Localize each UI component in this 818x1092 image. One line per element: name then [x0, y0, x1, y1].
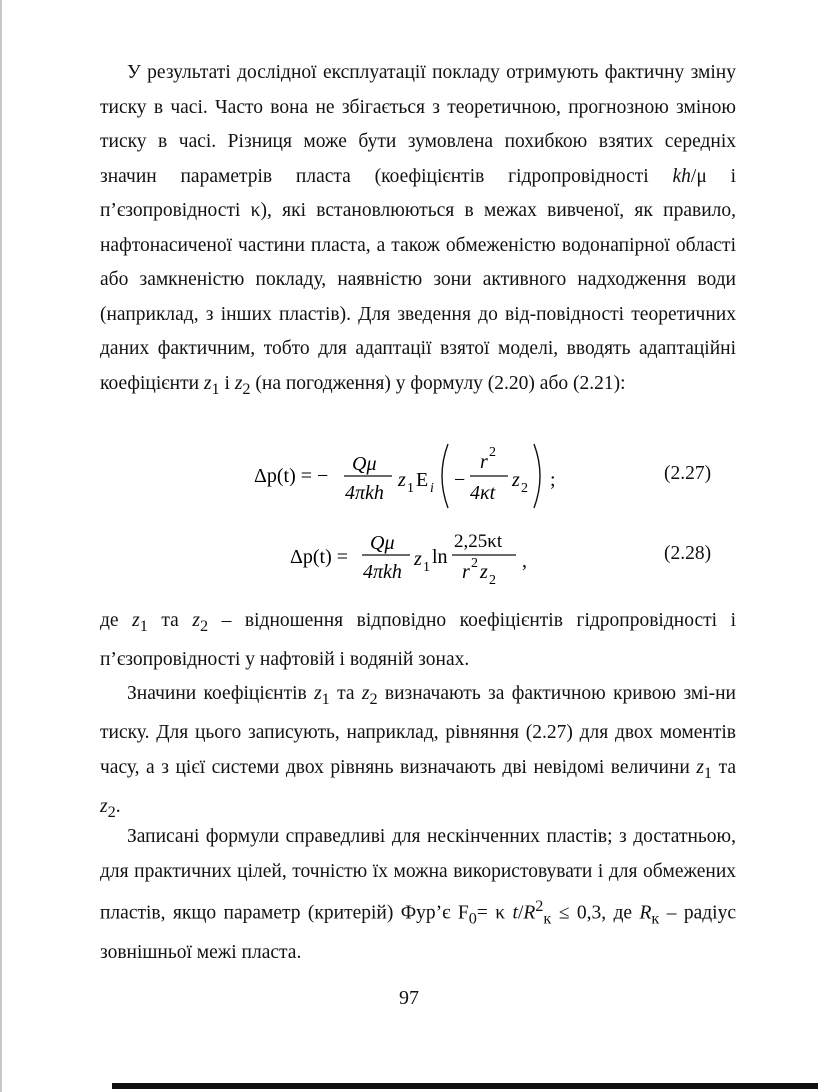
eq2-number: (2.28): [664, 543, 712, 564]
eq1-number: (2.27): [664, 463, 712, 484]
symbol-z2: z: [192, 610, 200, 631]
eq2-frac-den-sub: 2: [489, 573, 496, 588]
formula-2-27-svg: [250, 436, 590, 516]
text-run: і: [219, 372, 235, 394]
eq1-inner-z: z: [512, 469, 520, 491]
symbol-z1: z: [203, 372, 212, 394]
eq1-right-paren: [534, 444, 540, 508]
eq1-left-paren: [442, 444, 448, 508]
text-run: Значини коефіцієнтів: [127, 683, 315, 704]
subscript: к: [651, 909, 660, 928]
paragraph-intro: [100, 56, 736, 406]
eq1-num: Qμ: [352, 453, 377, 475]
eq2-den: 4πkh: [363, 561, 402, 583]
text-run: (на погодження) у формулу (2.20) або (2.21):: [250, 372, 626, 394]
subscript: 1: [321, 689, 330, 708]
eq1-inner-num-sup: 2: [489, 445, 496, 460]
eq2-z: z: [414, 548, 422, 570]
symbol-z1: z: [314, 683, 322, 704]
eq1-inner-num: r: [480, 451, 488, 473]
paragraph-coefficients: [100, 677, 736, 830]
subscript: 2: [107, 803, 116, 822]
eq1-tail: ;: [550, 469, 556, 491]
text-run: /μ і п’єзопровідності κ), які встановлюються в межах вивченої, як правило, нафтонасиченої частини пласта, а також обмеженістю водонапірної області або замкненістю покладу, наявністю зони активного надходження води (наприклад, з інших пластів). Для зведення до від-повідності теоретичних даних фактичним, тобто для адаптації взятої моделі, вводять адаптаційні коефіцієнти: [100, 165, 736, 394]
symbol-kh: kh: [672, 165, 691, 187]
eq2-num: Qμ: [370, 532, 395, 554]
eq2-frac-num: 2,25κt: [454, 531, 503, 552]
text-run: та: [329, 683, 362, 704]
eq1-inner-den: 4κt: [470, 482, 496, 504]
eq2-lhs: Δp(t) =: [290, 546, 349, 568]
subscript: 2: [369, 689, 378, 708]
subscript: 1: [139, 616, 148, 635]
subscript: к: [543, 909, 552, 928]
text-run: .: [115, 796, 121, 818]
text-run: Записані формули справедливі для нескінченних пластів; з достатньою, для практичних цілей, точністю їх можна використовувати і для обмежених пластів, якщо параметр (критерій) Фур’є F: [100, 826, 736, 924]
symbol-r: R: [523, 902, 536, 924]
symbol-z2: z: [100, 796, 108, 818]
eq1-ei-sub: i: [430, 481, 434, 496]
text-run: та: [147, 610, 193, 631]
text-run: ≤ 0,3, де: [551, 902, 640, 924]
eq1-ei: E: [416, 469, 429, 491]
symbol-t: t: [512, 902, 518, 924]
subscript: 2: [199, 616, 209, 635]
text-run: – радіус зовнішньої межі пласта.: [100, 902, 737, 963]
symbol-z2: z: [361, 683, 370, 704]
eq1-inner-minus: −: [454, 469, 466, 491]
subscript: 1: [703, 763, 713, 782]
eq2-frac-den-z: z: [480, 561, 488, 583]
text-run: /: [517, 902, 524, 924]
eq1-z-sub: 1: [407, 481, 414, 496]
text-run: У результаті дослідної експлуатації покладу отримують фактичну зміну тиску в часі. Часто вона не збігається з теоретичною, прогнозною зміною тиску в часі. Різниця може бути зумовлена похибкою взятих середніх значин параметрів пласта (коефіцієнтів гідропровідності: [100, 62, 736, 187]
subscript: 2: [242, 379, 251, 398]
symbol-rk: R: [639, 902, 652, 924]
text-run: – відношення відповідно коефіцієнтів гідропровідності і п’єзопровідності у нафтовій і водяній зонах.: [100, 610, 736, 671]
symbol-z1: z: [132, 610, 140, 631]
eq2-frac-den-sup: 2: [471, 556, 478, 571]
eq1-inner-z-sub: 2: [521, 481, 528, 496]
eq1-den: 4πkh: [345, 482, 384, 504]
page-number: 97: [399, 987, 419, 1009]
symbol-z1: z: [696, 756, 704, 778]
eq2-tail: ,: [522, 550, 527, 572]
symbol-z2: z: [234, 372, 243, 394]
eq1-lhs: Δp(t) = −: [254, 465, 329, 487]
eq2-frac-den-r: r: [462, 561, 470, 583]
scan-edge: [0, 0, 2, 1092]
eq2-ln: ln: [432, 546, 448, 568]
text-run: де: [100, 610, 133, 631]
formula-2-28-svg: [286, 523, 536, 593]
superscript: 2: [535, 897, 544, 915]
subscript: 0: [468, 909, 477, 928]
paragraph-formula-validity: [100, 820, 736, 970]
text-run: визначають за фактичною кривою змі-ни тиску. Для цього записують, наприклад, рівняння (2.27) для двох моментів часу, а з цієї системи двох рівнянь визначають дві невідомі величини: [100, 683, 736, 778]
eq1-z: z: [398, 469, 406, 491]
text-run: = κ: [476, 902, 513, 924]
eq2-z-sub: 1: [423, 560, 430, 575]
scan-bottom-edge: [112, 1083, 818, 1089]
subscript: 1: [211, 379, 220, 398]
paragraph-definitions: [100, 604, 736, 678]
text-run: та: [712, 756, 736, 778]
